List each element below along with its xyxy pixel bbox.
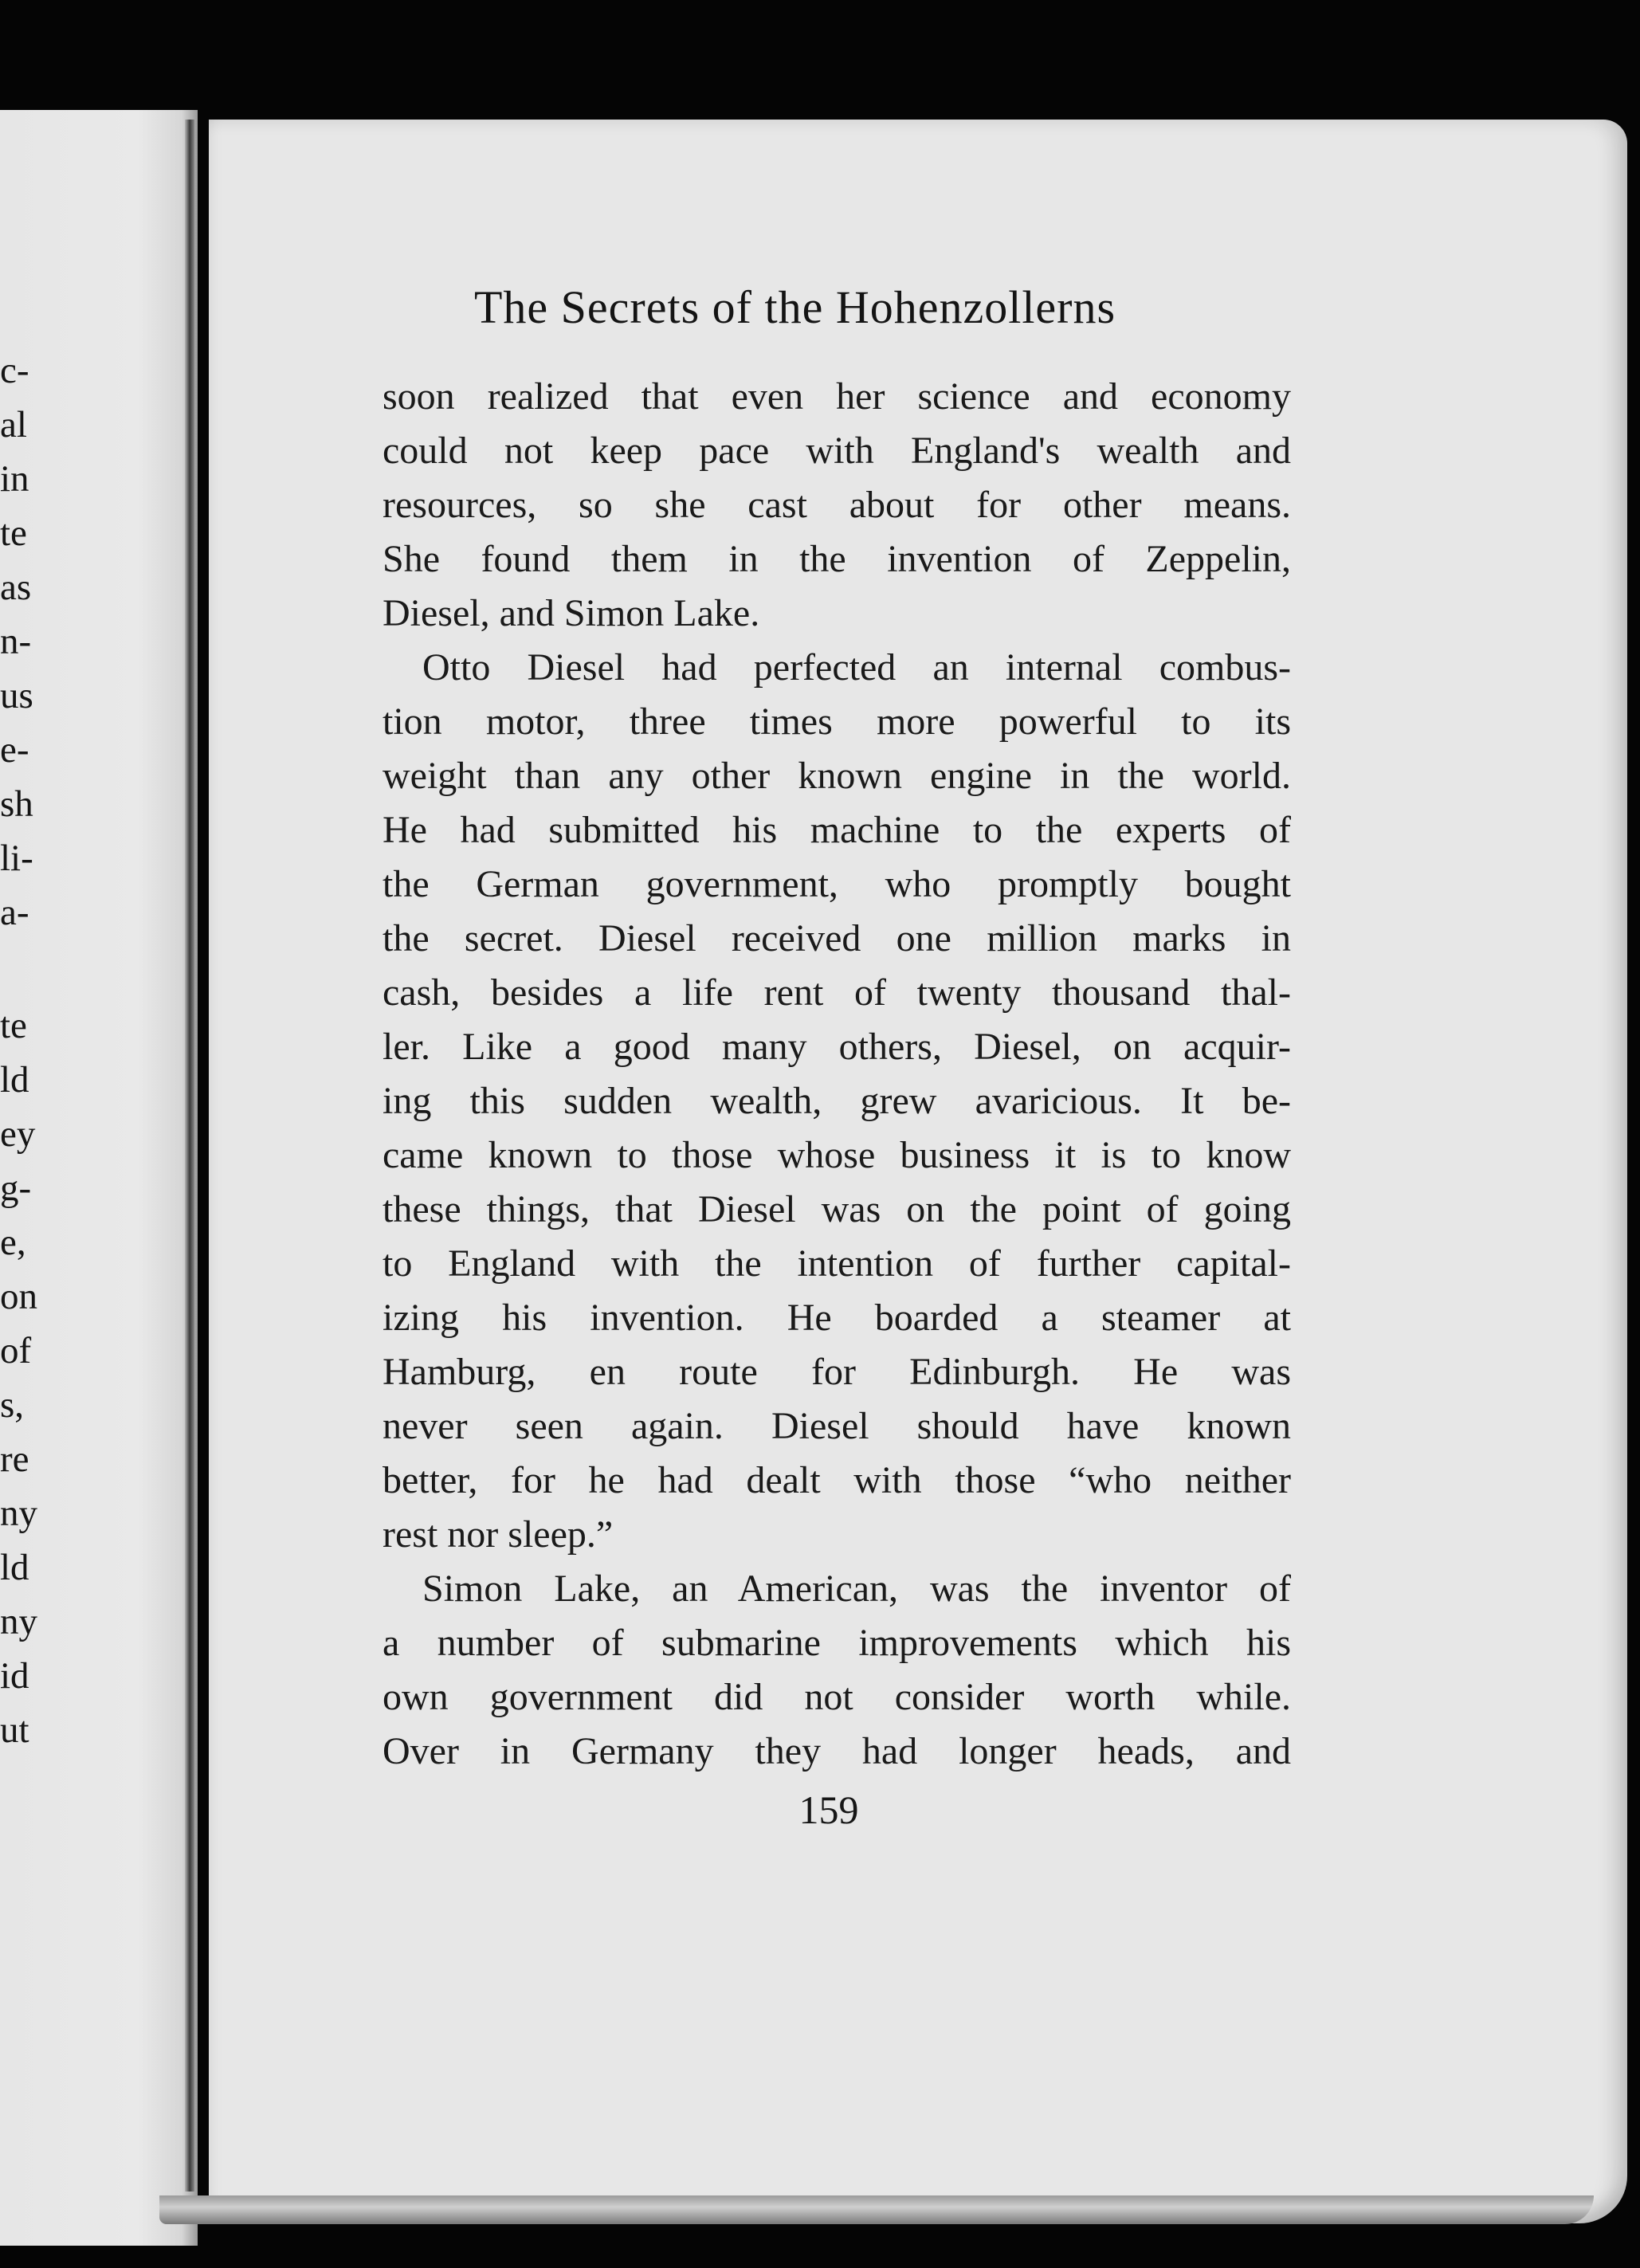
text-line: these things, that Diesel was on the point of going <box>383 1188 1291 1230</box>
text-line: ing this sudden wealth, grew avaricious. It be- <box>383 1080 1291 1122</box>
text-line: She found them in the invention of Zeppelin, <box>383 538 1291 580</box>
left-fragment: al <box>0 404 27 445</box>
running-head: The Secrets of the Hohenzollerns <box>474 281 1116 333</box>
left-fragment: a- <box>0 892 29 933</box>
left-fragment: as <box>0 567 32 608</box>
text-line: izing his invention. He boarded a steamer at <box>383 1297 1291 1339</box>
left-fragment: e- <box>0 729 29 771</box>
text-line: resources, so she cast about for other means. <box>383 484 1291 526</box>
left-fragment: ut <box>0 1709 29 1751</box>
text-line: soon realized that even her science and economy <box>383 375 1291 418</box>
text-line: the secret. Diesel received one million marks in <box>383 917 1291 959</box>
page-number: 159 <box>798 1787 859 1832</box>
text-line: He had submitted his machine to the experts of <box>383 809 1291 851</box>
body-text <box>383 370 1291 1779</box>
left-fragment: ny <box>0 1601 37 1642</box>
text-line: ler. Like a good many others, Diesel, on acquir- <box>383 1026 1291 1068</box>
left-fragment: ny <box>0 1493 37 1534</box>
text-line: own government did not consider worth while. <box>383 1676 1291 1718</box>
left-fragment: id <box>0 1655 29 1697</box>
text-line: Hamburg, en route for Edinburgh. He was <box>383 1351 1291 1393</box>
left-fragment: ld <box>0 1547 29 1588</box>
text-line: never seen again. Diesel should have known <box>383 1405 1291 1447</box>
left-fragment: on <box>0 1276 37 1317</box>
text-line: could not keep pace with England's wealth and <box>383 430 1291 472</box>
text-line: better, for he had dealt with those “who neither <box>383 1459 1291 1501</box>
left-fragment: us <box>0 675 33 716</box>
left-fragment: s, <box>0 1384 25 1426</box>
left-fragment: ld <box>0 1059 29 1101</box>
text-line: the German government, who promptly bought <box>383 863 1291 905</box>
text-line: a number of submarine improvements which his <box>383 1622 1291 1664</box>
left-fragment: in <box>0 458 29 500</box>
left-fragment: te <box>0 512 27 554</box>
left-fragment: li- <box>0 838 33 879</box>
text-line: weight than any other known engine in the world. <box>383 755 1291 797</box>
text-line: rest nor sleep.” <box>383 1513 614 1556</box>
text-line: cash, besides a life rent of twenty thousand thal- <box>383 971 1291 1014</box>
left-fragment: ey <box>0 1113 36 1155</box>
left-fragment: c- <box>0 350 29 391</box>
left-fragment: re <box>0 1438 29 1480</box>
left-fragment: sh <box>0 783 33 825</box>
text-line: Over in Germany they had longer heads, and <box>383 1730 1291 1772</box>
text-line: Diesel, and Simon Lake. <box>383 592 760 634</box>
left-fragment: te <box>0 1005 27 1046</box>
left-page <box>0 110 198 2246</box>
left-fragment: e, <box>0 1222 26 1263</box>
text-line: tion motor, three times more powerful to its <box>383 700 1291 743</box>
page-bottom-edge <box>159 2195 1594 2224</box>
book-spine <box>185 120 194 2191</box>
text-line: Otto Diesel had perfected an internal combus- <box>422 646 1291 689</box>
text-line: came known to those whose business it is to know <box>383 1134 1291 1176</box>
text-line: Simon Lake, an American, was the inventor of <box>422 1568 1291 1610</box>
left-fragment: n- <box>0 621 32 662</box>
left-fragment: g- <box>0 1167 32 1209</box>
left-fragment: of <box>0 1330 32 1371</box>
text-line: to England with the intention of further capital- <box>383 1242 1291 1285</box>
